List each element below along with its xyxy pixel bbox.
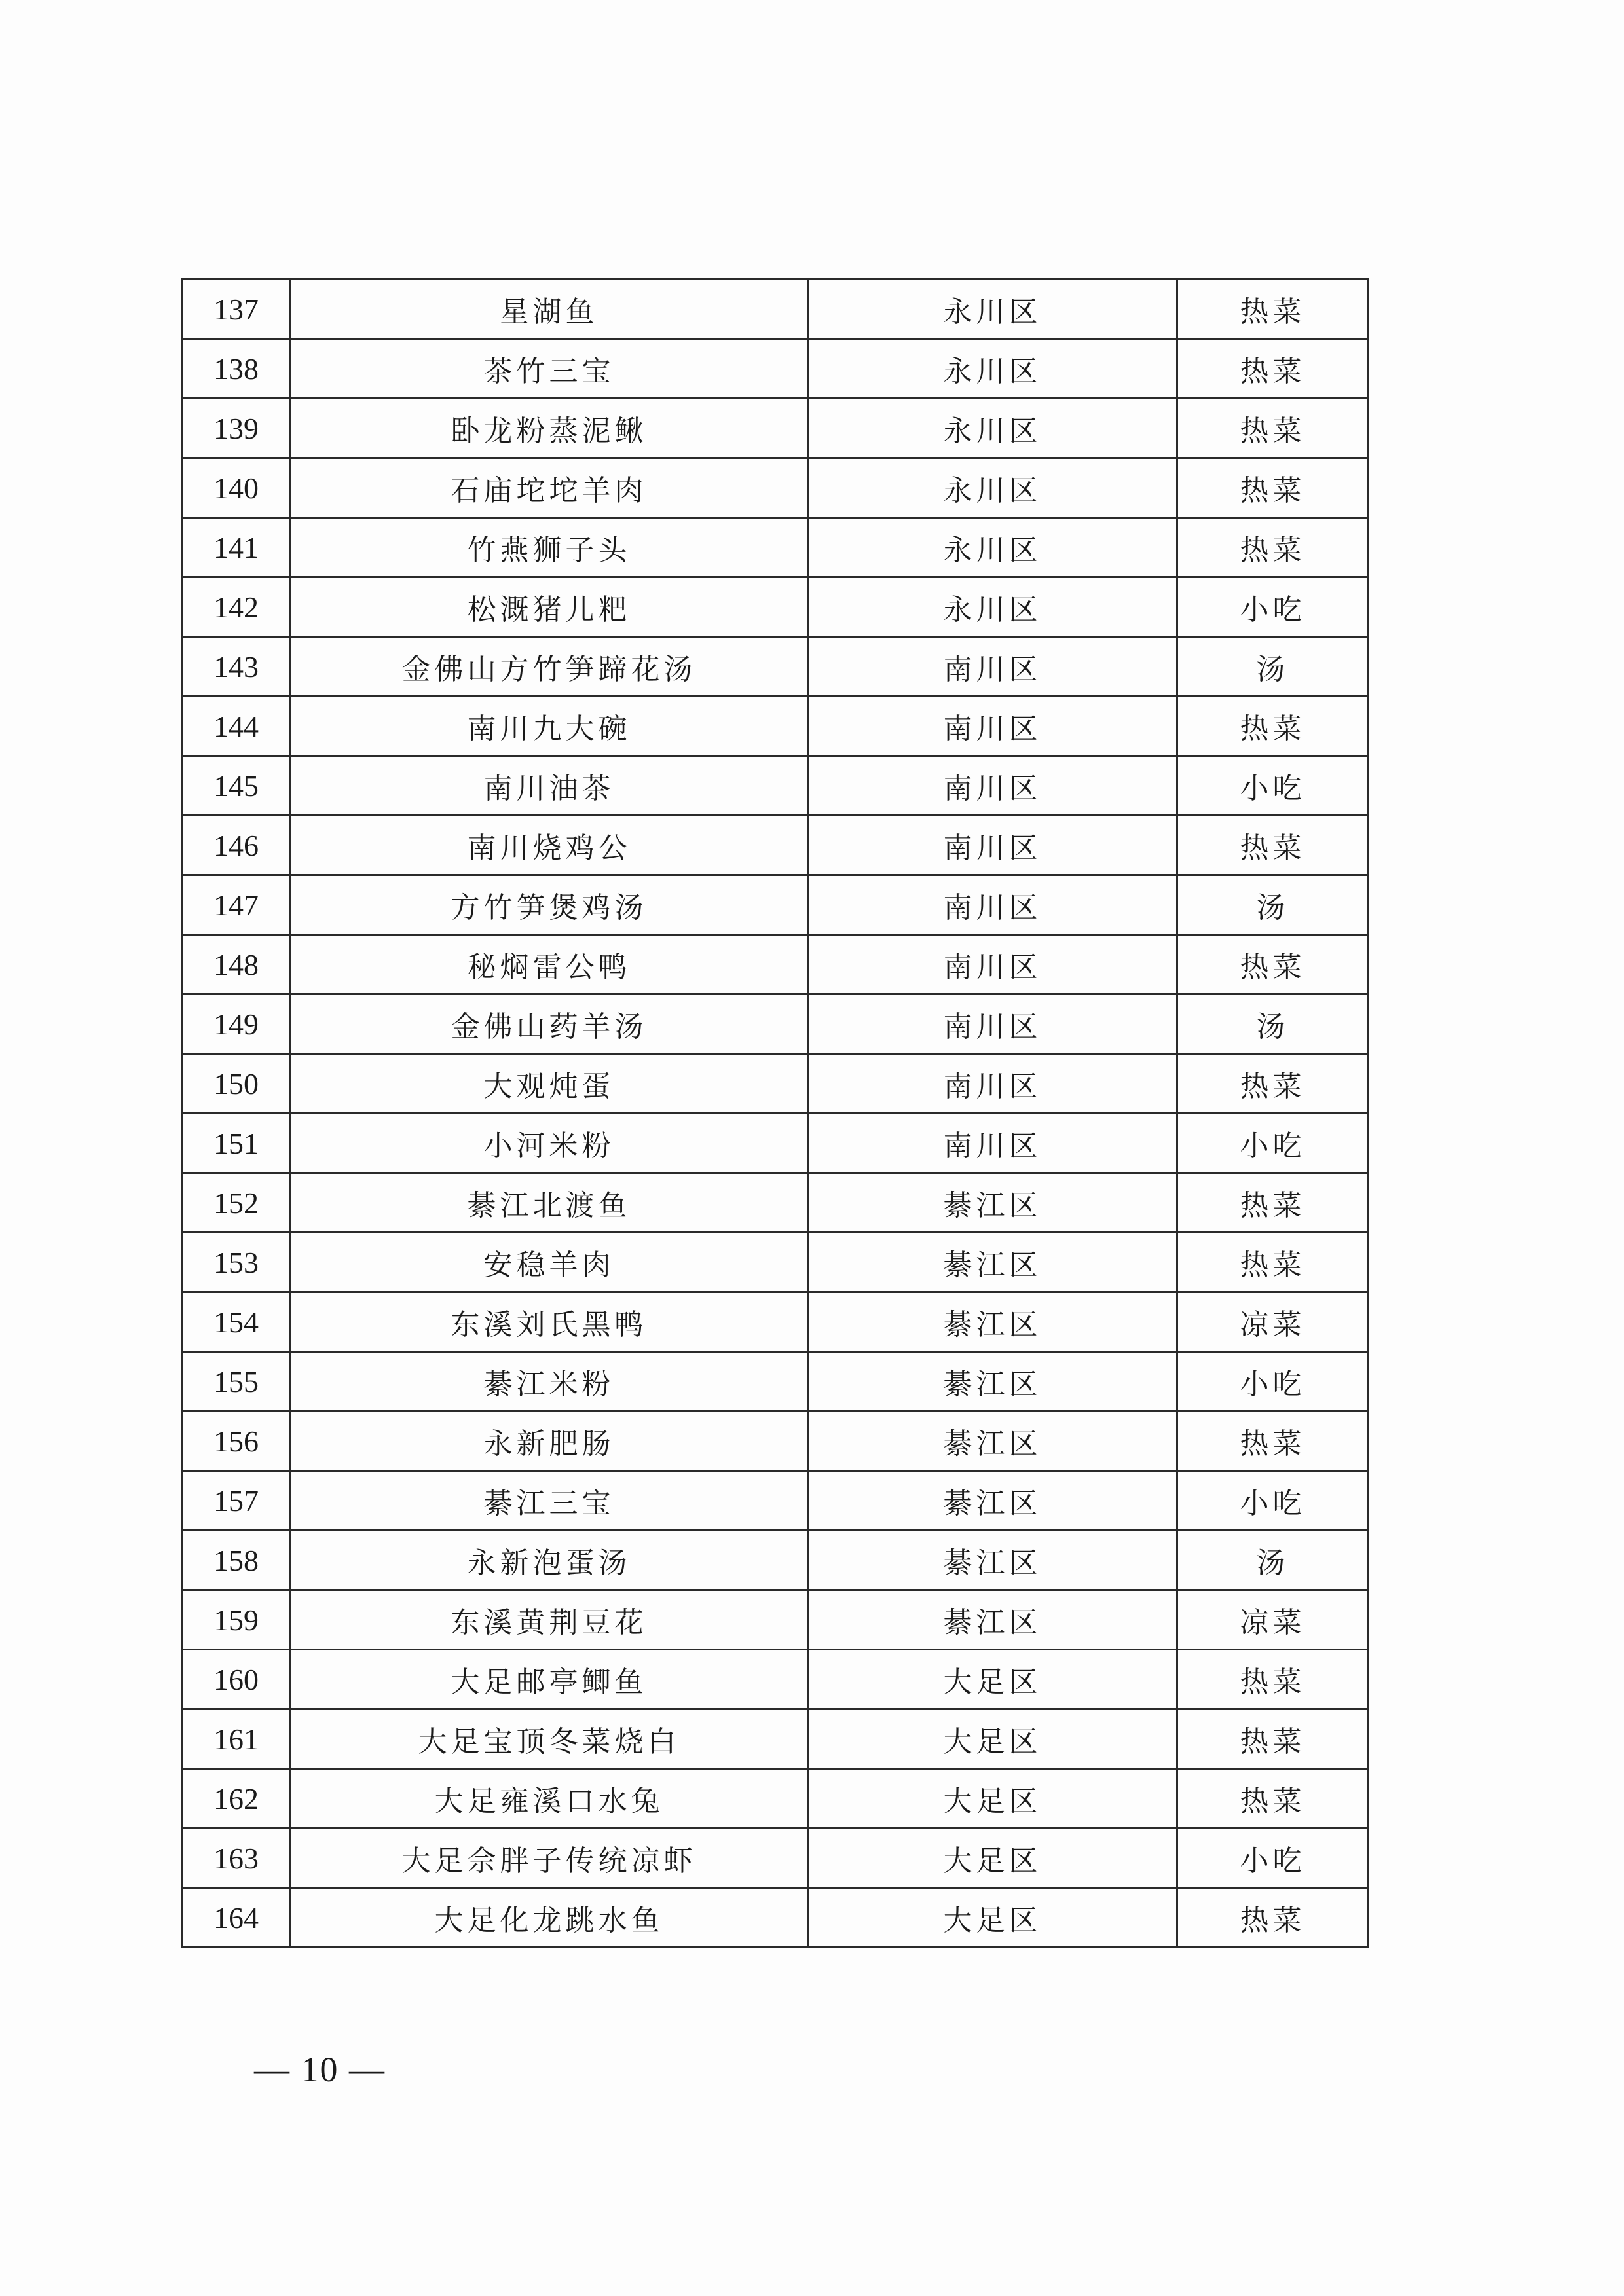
- category: 小吃: [1177, 756, 1369, 816]
- district: 南川区: [808, 637, 1177, 697]
- dish-name: 南川油茶: [291, 756, 808, 816]
- table-row: [182, 994, 1369, 1054]
- category: 热菜: [1177, 339, 1369, 399]
- row-number: 153: [182, 1233, 291, 1292]
- dish-name: 大足化龙跳水鱼: [291, 1888, 808, 1948]
- table-row: [182, 458, 1369, 518]
- row-number: 164: [182, 1888, 291, 1948]
- district: 大足区: [808, 1709, 1177, 1769]
- district: 綦江区: [808, 1292, 1177, 1352]
- row-number: 147: [182, 875, 291, 935]
- row-number: 159: [182, 1590, 291, 1650]
- category: 热菜: [1177, 935, 1369, 994]
- dish-name: 大观炖蛋: [291, 1054, 808, 1114]
- category: 热菜: [1177, 1709, 1369, 1769]
- dish-name: 綦江北渡鱼: [291, 1173, 808, 1233]
- dish-name: 大足邮亭鲫鱼: [291, 1650, 808, 1709]
- row-number: 160: [182, 1650, 291, 1709]
- category: 小吃: [1177, 577, 1369, 637]
- dish-name: 方竹笋煲鸡汤: [291, 875, 808, 935]
- table-row: [182, 697, 1369, 756]
- page-number: — 10 —: [254, 2050, 386, 2089]
- district: 大足区: [808, 1650, 1177, 1709]
- table-row: [182, 518, 1369, 577]
- row-number: 158: [182, 1531, 291, 1590]
- dish-name: 南川烧鸡公: [291, 816, 808, 875]
- category: 热菜: [1177, 399, 1369, 458]
- table-row: [182, 1054, 1369, 1114]
- district: 永川区: [808, 280, 1177, 339]
- dish-name: 金佛山方竹笋蹄花汤: [291, 637, 808, 697]
- table-row: [182, 399, 1369, 458]
- row-number: 146: [182, 816, 291, 875]
- row-number: 154: [182, 1292, 291, 1352]
- table-row: [182, 577, 1369, 637]
- dish-name: 大足佘胖子传统凉虾: [291, 1829, 808, 1888]
- district: 永川区: [808, 577, 1177, 637]
- category: 凉菜: [1177, 1292, 1369, 1352]
- category: 热菜: [1177, 1769, 1369, 1829]
- row-number: 161: [182, 1709, 291, 1769]
- district: 綦江区: [808, 1471, 1177, 1531]
- row-number: 144: [182, 697, 291, 756]
- category: 小吃: [1177, 1114, 1369, 1173]
- table-row: [182, 1471, 1369, 1531]
- category: 汤: [1177, 1531, 1369, 1590]
- district: 大足区: [808, 1769, 1177, 1829]
- dish-name: 大足宝顶冬菜烧白: [291, 1709, 808, 1769]
- category: 小吃: [1177, 1352, 1369, 1412]
- row-number: 155: [182, 1352, 291, 1412]
- table-row: [182, 280, 1369, 339]
- category: 热菜: [1177, 1054, 1369, 1114]
- dish-table: [181, 278, 1369, 1948]
- table-row: [182, 1650, 1369, 1709]
- row-number: 142: [182, 577, 291, 637]
- dish-name: 安稳羊肉: [291, 1233, 808, 1292]
- category: 热菜: [1177, 458, 1369, 518]
- dish-name: 永新肥肠: [291, 1412, 808, 1471]
- table-row: [182, 935, 1369, 994]
- district: 永川区: [808, 339, 1177, 399]
- category: 汤: [1177, 994, 1369, 1054]
- row-number: 152: [182, 1173, 291, 1233]
- category: 热菜: [1177, 1233, 1369, 1292]
- district: 綦江区: [808, 1352, 1177, 1412]
- dish-name: 星湖鱼: [291, 280, 808, 339]
- table-row: [182, 1173, 1369, 1233]
- dish-name: 茶竹三宝: [291, 339, 808, 399]
- category: 凉菜: [1177, 1590, 1369, 1650]
- category: 汤: [1177, 875, 1369, 935]
- row-number: 156: [182, 1412, 291, 1471]
- row-number: 149: [182, 994, 291, 1054]
- row-number: 145: [182, 756, 291, 816]
- dish-name: 石庙坨坨羊肉: [291, 458, 808, 518]
- table-row: [182, 1531, 1369, 1590]
- district: 南川区: [808, 935, 1177, 994]
- table-row: [182, 1590, 1369, 1650]
- category: 热菜: [1177, 1888, 1369, 1948]
- dish-name: 小河米粉: [291, 1114, 808, 1173]
- dish-name: 松溉猪儿粑: [291, 577, 808, 637]
- table-row: [182, 1829, 1369, 1888]
- district: 綦江区: [808, 1412, 1177, 1471]
- district: 永川区: [808, 399, 1177, 458]
- district: 大足区: [808, 1888, 1177, 1948]
- district: 南川区: [808, 994, 1177, 1054]
- district: 永川区: [808, 458, 1177, 518]
- dish-name: 永新泡蛋汤: [291, 1531, 808, 1590]
- row-number: 162: [182, 1769, 291, 1829]
- district: 南川区: [808, 1114, 1177, 1173]
- district: 南川区: [808, 875, 1177, 935]
- category: 热菜: [1177, 816, 1369, 875]
- district: 綦江区: [808, 1590, 1177, 1650]
- table-row: [182, 816, 1369, 875]
- dish-name: 南川九大碗: [291, 697, 808, 756]
- table-row: [182, 1769, 1369, 1829]
- row-number: 138: [182, 339, 291, 399]
- category: 小吃: [1177, 1471, 1369, 1531]
- dish-name: 东溪黄荆豆花: [291, 1590, 808, 1650]
- category: 热菜: [1177, 1412, 1369, 1471]
- table-row: [182, 875, 1369, 935]
- dish-name: 卧龙粉蒸泥鳅: [291, 399, 808, 458]
- district: 南川区: [808, 816, 1177, 875]
- table-row: [182, 1292, 1369, 1352]
- category: 汤: [1177, 637, 1369, 697]
- dish-name: 秘焖雷公鸭: [291, 935, 808, 994]
- table-row: [182, 756, 1369, 816]
- dish-name: 东溪刘氏黑鸭: [291, 1292, 808, 1352]
- row-number: 151: [182, 1114, 291, 1173]
- category: 热菜: [1177, 518, 1369, 577]
- row-number: 143: [182, 637, 291, 697]
- table-row: [182, 1114, 1369, 1173]
- table-row: [182, 1352, 1369, 1412]
- table-row: [182, 1233, 1369, 1292]
- table-row: [182, 1888, 1369, 1948]
- dish-name: 大足雍溪口水兔: [291, 1769, 808, 1829]
- district: 大足区: [808, 1829, 1177, 1888]
- category: 热菜: [1177, 1650, 1369, 1709]
- table-row: [182, 339, 1369, 399]
- dish-name: 綦江米粉: [291, 1352, 808, 1412]
- district: 綦江区: [808, 1233, 1177, 1292]
- district: 南川区: [808, 756, 1177, 816]
- row-number: 137: [182, 280, 291, 339]
- dish-name: 金佛山药羊汤: [291, 994, 808, 1054]
- dish-name: 竹燕狮子头: [291, 518, 808, 577]
- district: 永川区: [808, 518, 1177, 577]
- district: 南川区: [808, 697, 1177, 756]
- row-number: 141: [182, 518, 291, 577]
- district: 綦江区: [808, 1531, 1177, 1590]
- row-number: 150: [182, 1054, 291, 1114]
- category: 小吃: [1177, 1829, 1369, 1888]
- district: 南川区: [808, 1054, 1177, 1114]
- row-number: 140: [182, 458, 291, 518]
- table-row: [182, 637, 1369, 697]
- category: 热菜: [1177, 697, 1369, 756]
- table-row: [182, 1412, 1369, 1471]
- category: 热菜: [1177, 1173, 1369, 1233]
- row-number: 139: [182, 399, 291, 458]
- category: 热菜: [1177, 280, 1369, 339]
- table-row: [182, 1709, 1369, 1769]
- row-number: 163: [182, 1829, 291, 1888]
- row-number: 148: [182, 935, 291, 994]
- row-number: 157: [182, 1471, 291, 1531]
- dish-name: 綦江三宝: [291, 1471, 808, 1531]
- district: 綦江区: [808, 1173, 1177, 1233]
- dish-table-body: [182, 280, 1369, 1948]
